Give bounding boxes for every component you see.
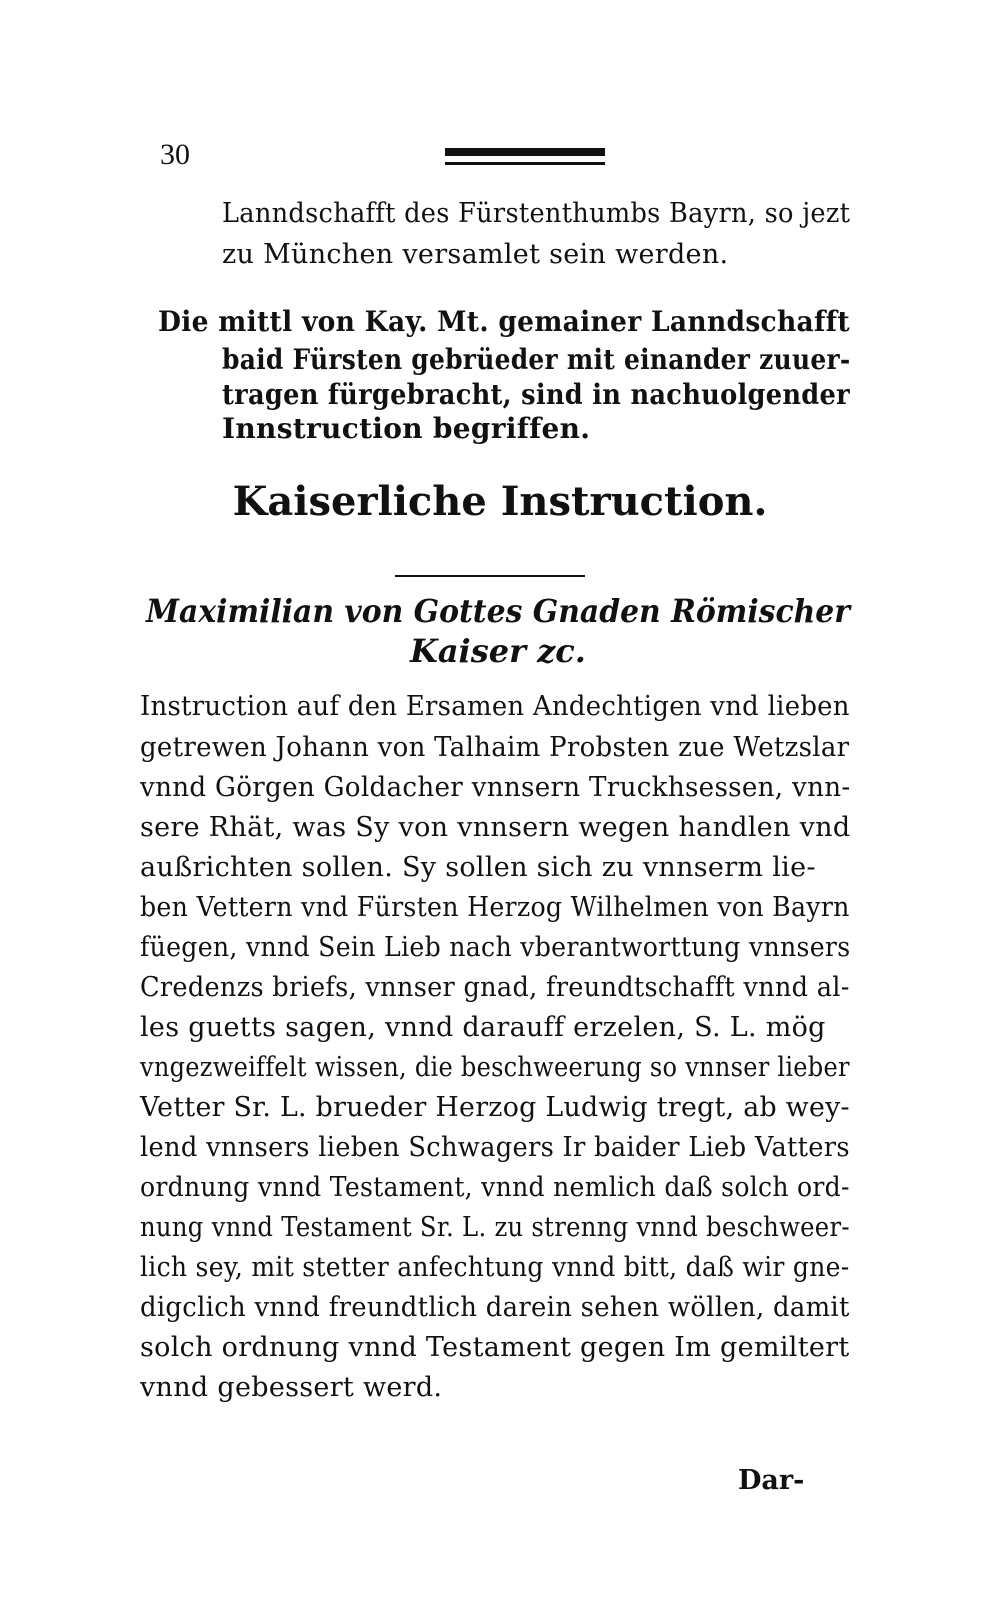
- section-heading: Kaiserliche Instruction.: [232, 478, 768, 525]
- body-line: Credenzs briefs, vnnser gnad, freundtschafft vnnd al-: [140, 972, 850, 1003]
- header-ornament-rule: [445, 148, 605, 168]
- body-line: getrewen Johann von Talhaim Probsten zue Wetzslar: [140, 732, 850, 763]
- body-line: vngezweiffelt wissen, die beschweerung so vnnser lieber: [140, 1052, 850, 1083]
- body-line: außrichten sollen. Sy sollen sich zu vnnserm lie-: [140, 852, 816, 883]
- summary-line: tragen fürgebracht, sind in nachuolgender: [222, 378, 850, 411]
- body-line: ben Vettern vnd Fürsten Herzog Wilhelmen von Bayrn: [140, 892, 850, 923]
- catchword: Dar-: [738, 1465, 805, 1496]
- body-line: lend vnnsers lieben Schwagers Ir baider Lieb Vatters: [140, 1132, 850, 1163]
- body-line: füegen, vnnd Sein Lieb nach vberantworttung vnnsers: [140, 932, 851, 963]
- title-line: Kaiser zc.: [410, 632, 586, 670]
- body-line: digclich vnnd freundtlich darein sehen wöllen, damit: [140, 1292, 850, 1323]
- body-line: vnnd Görgen Goldacher vnnsern Truckhsessen, vnn-: [140, 772, 851, 803]
- body-line: ordnung vnnd Testament, vnnd nemlich daß solch ord-: [140, 1172, 850, 1203]
- body-line: sere Rhät, was Sy von vnnsern wegen handlen vnd: [140, 812, 851, 843]
- page-number: 30: [160, 138, 190, 171]
- body-line: nung vnnd Testament Sr. L. zu strenng vnnd beschweer-: [140, 1212, 850, 1243]
- body-line: vnnd gebessert werd.: [140, 1372, 443, 1403]
- body-line: lich sey, mit stetter anfechtung vnnd bitt, daß wir gne-: [140, 1252, 850, 1283]
- summary-line: Die mittl von Kay. Mt. gemainer Lanndschafft: [158, 305, 850, 338]
- body-line: solch ordnung vnnd Testament gegen Im gemiltert: [140, 1332, 850, 1363]
- intro-line: Lanndschafft des Fürstenthumbs Bayrn, so jezt: [222, 198, 851, 229]
- body-line: Instruction auf den Ersamen Andechtigen vnd lieben: [140, 691, 850, 722]
- body-line: les guetts sagen, vnnd darauff erzelen, S. L. mög: [140, 1012, 826, 1043]
- intro-line: zu München versamlet sein werden.: [222, 239, 729, 270]
- body-line: Vetter Sr. L. brueder Herzog Ludwig tregt, ab wey-: [140, 1092, 850, 1123]
- title-line: Maximilian von Gottes Gnaden Römischer: [146, 592, 850, 630]
- heading-divider: [395, 575, 585, 577]
- summary-line: Innstruction begriffen.: [222, 412, 591, 445]
- summary-line: baid Fürsten gebrüeder mit einander zuuer-: [222, 343, 851, 376]
